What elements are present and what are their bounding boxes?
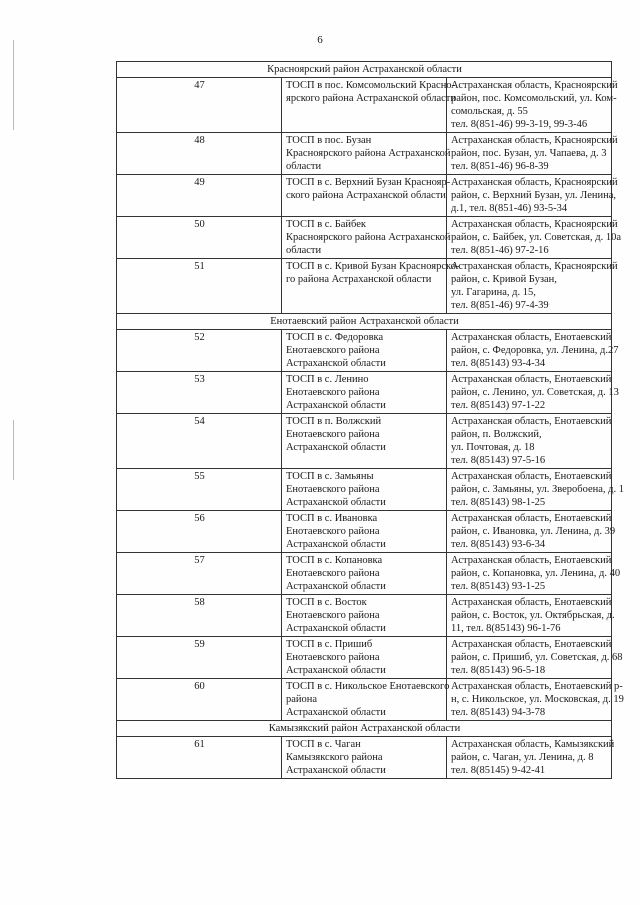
- office-name-line: Енотаевского района: [286, 568, 380, 579]
- office-name-line: Астраханской области: [286, 581, 386, 592]
- address-cell: [447, 78, 618, 133]
- office-name-line: го района Астраханской области: [286, 274, 432, 285]
- address-line: Астраханская область, Енотаевский: [451, 471, 612, 482]
- section-row: [117, 721, 612, 737]
- address-line: район, пос. Комсомольский, ул. Ком-: [451, 93, 617, 104]
- table-row: [117, 414, 612, 469]
- row-number: 60: [117, 679, 282, 721]
- address-cell: [447, 414, 612, 469]
- address-line: 11, тел. 8(85143) 96-1-76: [451, 623, 561, 634]
- address-line: н, с. Никольское, ул. Московская, д. 19: [451, 694, 624, 705]
- office-name-cell: [282, 469, 447, 511]
- office-name-line: ТОСП в с. Никольское Енотаевского: [286, 681, 450, 692]
- address-line: район, с. Кривой Бузан,: [451, 274, 557, 285]
- table-row: [117, 595, 612, 637]
- address-cell: [447, 553, 621, 595]
- table-row: [117, 553, 612, 595]
- row-number: 61: [117, 737, 282, 779]
- office-name-line: области: [286, 245, 322, 256]
- address-line: тел. 8(851-46) 97-4-39: [451, 300, 549, 311]
- office-name-cell: [282, 78, 456, 133]
- address-line: тел. 8(85143) 93-4-34: [451, 358, 546, 369]
- address-line: район, с. Замьяны, ул. Зверобоена, д. 1: [451, 484, 625, 495]
- row-number: 54: [117, 414, 282, 469]
- row-number: 49: [117, 175, 282, 217]
- address-line: Астраханская область, Енотаевский: [451, 639, 612, 650]
- office-name-line: Астраханской области: [286, 497, 386, 508]
- office-name-line: ТОСП в с. Кривой Бузан Красноярско-: [286, 261, 460, 272]
- office-name-line: ТОСП в с. Федоровка: [286, 332, 384, 343]
- section-row: [117, 62, 612, 78]
- table-row: [117, 637, 612, 679]
- address-line: тел. 8(85145) 9-42-41: [451, 765, 546, 776]
- office-name-line: Астраханской области: [286, 707, 386, 718]
- section-row: [117, 314, 612, 330]
- office-name-line: ТОСП в с. Ивановка: [286, 513, 378, 524]
- office-name-line: ярского района Астраханской области: [286, 93, 456, 104]
- address-line: ул. Почтовая, д. 18: [451, 442, 535, 453]
- row-number: 47: [117, 78, 282, 133]
- office-name-line: ТОСП в пос. Комсомольский Красно-: [286, 80, 456, 91]
- table-row: [117, 175, 612, 217]
- address-cell: [447, 175, 618, 217]
- address-cell: [447, 133, 618, 175]
- office-name-line: Астраханской области: [286, 665, 386, 676]
- office-name-line: области: [286, 161, 322, 172]
- office-name-line: ТОСП в с. Пришиб: [286, 639, 373, 650]
- address-cell: [447, 259, 618, 314]
- row-number: 59: [117, 637, 282, 679]
- office-name-line: Енотаевского района: [286, 429, 380, 440]
- address-line: тел. 8(85143) 98-1-25: [451, 497, 546, 508]
- address-line: Астраханская область, Енотаевский р-: [451, 681, 623, 692]
- address-line: район, п. Волжский,: [451, 429, 542, 440]
- address-line: тел. 8(851-46) 99-3-19, 99-3-46: [451, 119, 588, 130]
- address-line: ул. Гагарина, д. 15,: [451, 287, 536, 298]
- office-name-line: ТОСП в с. Копановка: [286, 555, 383, 566]
- table-row: [117, 78, 612, 133]
- office-name-line: ТОСП в с. Верхний Бузан Краснояр-: [286, 177, 451, 188]
- office-name-line: Енотаевского района: [286, 484, 380, 495]
- address-line: район, с. Верхний Бузан, ул. Ленина,: [451, 190, 617, 201]
- address-line: д.1, тел. 8(851-46) 93-5-34: [451, 203, 568, 214]
- address-line: тел. 8(85143) 94-3-78: [451, 707, 546, 718]
- district-heading: Енотаевский район Астраханской области: [117, 314, 612, 330]
- address-cell: [447, 330, 619, 372]
- office-name-line: Красноярского района Астраханской: [286, 148, 451, 159]
- address-line: район, с. Чаган, ул. Ленина, д. 8: [451, 752, 594, 763]
- table-row: [117, 330, 612, 372]
- office-name-line: ского района Астраханской области: [286, 190, 446, 201]
- address-line: тел. 8(851-46) 96-8-39: [451, 161, 549, 172]
- office-name-line: Астраханской области: [286, 400, 386, 411]
- address-line: Астраханская область, Енотаевский: [451, 332, 612, 343]
- office-name-cell: [282, 553, 447, 595]
- office-name-line: ТОСП в с. Замьяны: [286, 471, 374, 482]
- page-number: 6: [317, 34, 323, 46]
- row-number: 52: [117, 330, 282, 372]
- address-line: район, с. Пришиб, ул. Советская, д. 68: [451, 652, 623, 663]
- office-name-line: Красноярского района Астраханской: [286, 232, 451, 243]
- office-name-cell: [282, 414, 447, 469]
- office-name-line: ТОСП в с. Чаган: [286, 739, 361, 750]
- district-heading: Камызякский район Астраханской области: [117, 721, 612, 737]
- table-row: [117, 679, 612, 721]
- office-name-line: ТОСП в пос. Бузан: [286, 135, 372, 146]
- address-line: Астраханская область, Красноярский: [451, 135, 618, 146]
- address-line: Астраханская область, Красноярский: [451, 261, 618, 272]
- address-line: Астраханская область, Енотаевский: [451, 597, 612, 608]
- address-cell: [447, 469, 625, 511]
- address-line: тел. 8(85143) 97-1-22: [451, 400, 546, 411]
- address-line: сомольская, д. 55: [451, 106, 528, 117]
- office-name-cell: [282, 217, 451, 259]
- address-line: район, с. Восток, ул. Октябрьская, д.: [451, 610, 615, 621]
- address-line: тел. 8(85143) 93-6-34: [451, 539, 546, 550]
- office-name-cell: [282, 637, 447, 679]
- row-number: 48: [117, 133, 282, 175]
- left-margin-mark: [13, 40, 14, 130]
- row-number: 50: [117, 217, 282, 259]
- row-number: 56: [117, 511, 282, 553]
- district-heading: Красноярский район Астраханской области: [117, 62, 612, 78]
- table-row: [117, 372, 612, 414]
- office-name-line: Енотаевского района: [286, 526, 380, 537]
- office-name-line: Енотаевского района: [286, 610, 380, 621]
- office-name-line: ТОСП в п. Волжский: [286, 416, 382, 427]
- address-line: Астраханская область, Енотаевский: [451, 555, 612, 566]
- address-line: район, пос. Бузан, ул. Чапаева, д. 3: [451, 148, 607, 159]
- office-name-line: ТОСП в с. Восток: [286, 597, 367, 608]
- office-name-line: Астраханской области: [286, 539, 386, 550]
- row-number: 51: [117, 259, 282, 314]
- office-name-cell: [282, 175, 451, 217]
- office-name-line: района: [286, 694, 318, 705]
- address-line: тел. 8(85143) 93-1-25: [451, 581, 546, 592]
- table-row: [117, 511, 612, 553]
- office-name-cell: [282, 330, 447, 372]
- left-margin-mark: [13, 420, 14, 480]
- address-line: тел. 8(85143) 97-5-16: [451, 455, 546, 466]
- office-name-line: Камызякского района: [286, 752, 383, 763]
- address-line: Астраханская область, Красноярский: [451, 219, 618, 230]
- office-name-line: Астраханской области: [286, 358, 386, 369]
- table-row: [117, 259, 612, 314]
- address-cell: [447, 595, 615, 637]
- address-line: район, с. Копановка, ул. Ленина, д. 40: [451, 568, 621, 579]
- address-cell: [447, 679, 624, 721]
- address-cell: [447, 372, 619, 414]
- row-number: 53: [117, 372, 282, 414]
- address-cell: [447, 637, 623, 679]
- office-name-cell: [282, 372, 447, 414]
- office-name-line: Астраханской области: [286, 623, 386, 634]
- row-number: 57: [117, 553, 282, 595]
- address-cell: [447, 511, 616, 553]
- office-name-line: Астраханской области: [286, 442, 386, 453]
- table-row: [117, 469, 612, 511]
- table-row: [117, 737, 612, 779]
- address-line: Астраханская область, Камызякский: [451, 739, 615, 750]
- office-name-line: ТОСП в с. Байбек: [286, 219, 366, 230]
- address-line: тел. 8(85143) 96-5-18: [451, 665, 546, 676]
- office-name-line: Енотаевского района: [286, 652, 380, 663]
- office-name-cell: [282, 133, 451, 175]
- table-row: [117, 217, 612, 259]
- row-number: 55: [117, 469, 282, 511]
- table-row: [117, 133, 612, 175]
- office-name-line: ТОСП в с. Ленино: [286, 374, 369, 385]
- office-name-cell: [282, 511, 447, 553]
- address-cell: [447, 217, 621, 259]
- office-name-line: Енотаевского района: [286, 345, 380, 356]
- address-line: тел. 8(851-46) 97-2-16: [451, 245, 549, 256]
- address-line: Астраханская область, Енотаевский: [451, 416, 612, 427]
- address-line: Астраханская область, Красноярский: [451, 80, 618, 91]
- office-name-line: Енотаевского района: [286, 387, 380, 398]
- address-line: Астраханская область, Енотаевский: [451, 374, 612, 385]
- row-number: 58: [117, 595, 282, 637]
- table-body: [117, 62, 625, 779]
- office-name-line: Астраханской области: [286, 765, 386, 776]
- address-line: район, с. Байбек, ул. Советская, д. 10а: [451, 232, 621, 243]
- office-name-cell: [282, 679, 450, 721]
- address-line: район, с. Ивановка, ул. Ленина, д. 39: [451, 526, 616, 537]
- office-name-cell: [282, 595, 447, 637]
- address-cell: [447, 737, 615, 779]
- tosp-register-table: [116, 61, 625, 779]
- address-line: район, с. Федоровка, ул. Ленина, д.27: [451, 345, 619, 356]
- address-line: Астраханская область, Красноярский: [451, 177, 618, 188]
- office-name-cell: [282, 737, 447, 779]
- address-line: район, с. Ленино, ул. Советская, д. 13: [451, 387, 619, 398]
- office-name-cell: [282, 259, 460, 314]
- address-line: Астраханская область, Енотаевский: [451, 513, 612, 524]
